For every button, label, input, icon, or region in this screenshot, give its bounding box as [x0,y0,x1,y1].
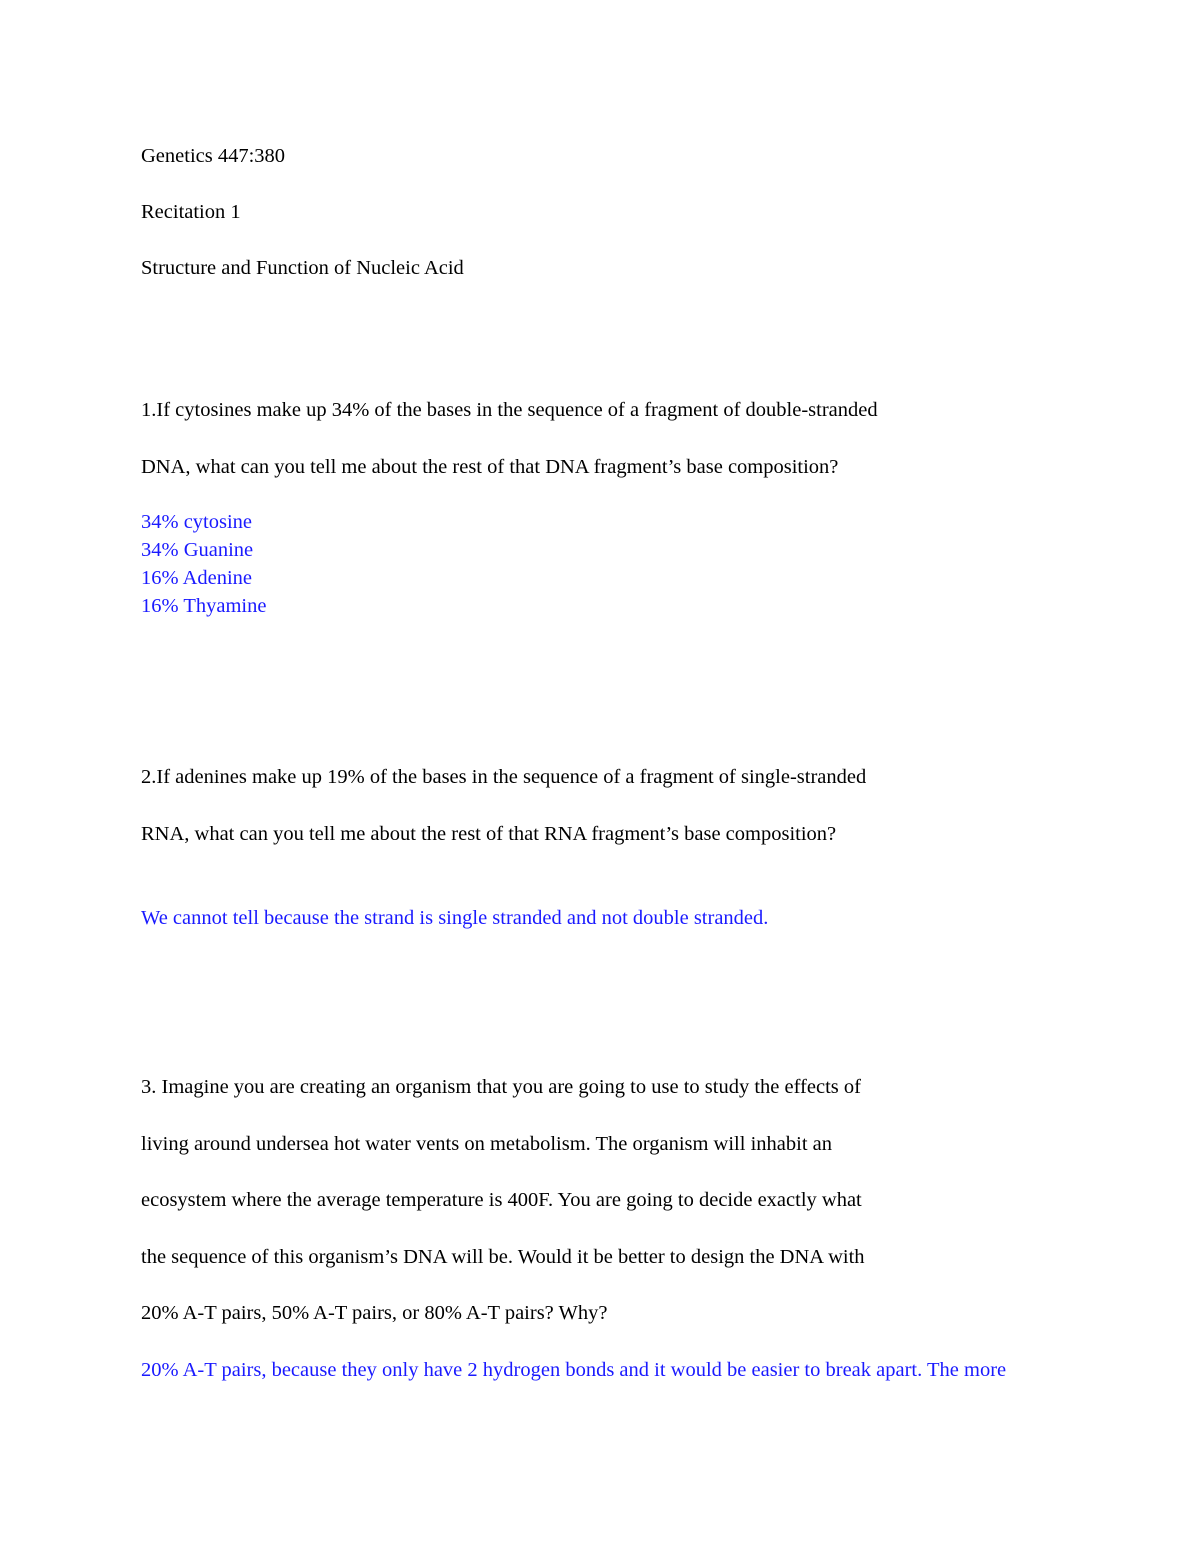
answer-1-line-4: 16% Thyamine [141,595,267,617]
question-3-line-2: living around undersea hot water vents on metabolism. The organism will inhabit an [141,1133,832,1155]
course-title: Genetics 447:380 [141,145,286,167]
question-3-line-4: the sequence of this organism’s DNA will be. Would it be better to design the DNA with [141,1246,865,1268]
question-2-line-1: 2.If adenines make up 19% of the bases in the sequence of a fragment of single-stranded [141,766,867,788]
recitation-label: Recitation 1 [141,201,241,223]
question-3-line-1: 3. Imagine you are creating an organism that you are going to use to study the effects of [141,1076,861,1098]
answer-3-line-1: 20% A-T pairs, because they only have 2 hydrogen bonds and it would be easier to break apart. The more [141,1359,1007,1381]
question-3-line-5: 20% A-T pairs, 50% A-T pairs, or 80% A-T pairs? Why? [141,1302,608,1324]
answer-1-line-2: 34% Guanine [141,539,254,561]
question-1-line-2: DNA, what can you tell me about the rest of that DNA fragment’s base composition? [141,456,839,478]
question-2-line-2: RNA, what can you tell me about the rest of that RNA fragment’s base composition? [141,823,837,845]
question-3-line-3: ecosystem where the average temperature is 400F. You are going to decide exactly what [141,1189,862,1211]
answer-1-line-1: 34% cytosine [141,511,253,533]
answer-2-line-1: We cannot tell because the strand is single stranded and not double stranded. [141,907,769,929]
question-1-line-1: 1.If cytosines make up 34% of the bases in the sequence of a fragment of double-stranded [141,399,878,421]
answer-1-line-3: 16% Adenine [141,567,253,589]
topic-heading: Structure and Function of Nucleic Acid [141,257,464,279]
